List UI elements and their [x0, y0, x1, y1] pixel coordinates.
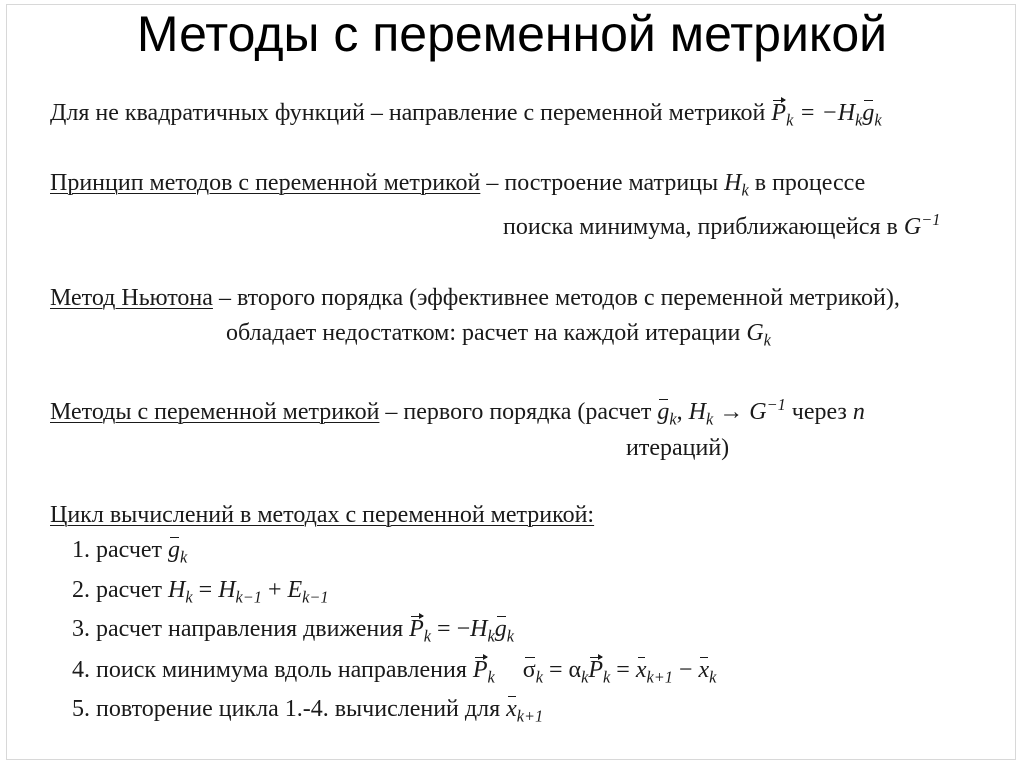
para4-line1: [50, 397, 865, 427]
cycle-heading-line: [50, 500, 594, 530]
para4-line2: [626, 433, 729, 463]
para3-text: – второго порядка (эффективнее методов с переменной метрикой),: [212, 285, 900, 311]
formula-gk: $G_k$: [746, 320, 771, 350]
formula-pk: $P_k$: [472, 657, 495, 687]
cycle-heading: Цикл вычислений в методах с переменной метрикой:: [50, 502, 595, 528]
formula-sigma: $\sigma_k = \alpha_kP_k = x_{k+1} - x_k$: [522, 657, 717, 687]
para2-text: – построение матрицы: [480, 170, 725, 196]
cycle-item-1-text: 1. расчет: [72, 537, 169, 563]
slide-title: Методы с переменной метрикой: [136, 6, 888, 62]
formula-h-update: $H_k = H_{k-1} + E_{k-1}$: [168, 577, 329, 607]
para3-line2: [226, 318, 771, 348]
formula-g-inv: $G^{-1}$: [903, 210, 941, 240]
cycle-item-5: [72, 694, 543, 724]
formula-direction: $P_k = -H_kg_k$: [409, 616, 514, 646]
para2-label: Принцип методов с переменной метрикой: [50, 170, 481, 196]
formula-n: n: [852, 399, 865, 425]
cycle-item-1: [72, 535, 187, 565]
para2-line2: [503, 212, 940, 242]
cycle-item-2-text: 2. расчет: [72, 577, 169, 603]
para4-line2-text: итераций): [626, 435, 730, 461]
cycle-item-4: [72, 655, 716, 685]
para2-line2-text: поиска минимума, приближающейся в: [503, 214, 904, 240]
para3-line1: [50, 283, 900, 313]
para4-label: Методы с переменной метрикой: [50, 399, 380, 425]
para2-text2: в процессе: [748, 170, 866, 196]
para4-text2: через: [785, 399, 853, 425]
para3-line2-text: обладает недостатком: расчет на каждой итерации: [226, 320, 747, 346]
para4-text: – первого порядка (расчет: [379, 399, 658, 425]
cycle-item-4-text: 4. поиск минимума вдоль направления: [72, 657, 473, 683]
para2-line1: [50, 168, 865, 198]
cycle-item-3-text: 3. расчет направления движения: [72, 616, 410, 642]
formula-g-h-ginv: $g_k$, $H_k \to G^{-1}$: [657, 395, 786, 429]
cycle-item-5-text: 5. повторение цикла 1.-4. вычислений для: [72, 696, 507, 722]
para1-line: [50, 98, 882, 128]
formula-h: $H_k$: [724, 170, 749, 200]
cycle-item-2: [72, 575, 329, 605]
formula-xk1: $x_{k+1}$: [506, 696, 544, 726]
para3-label: Метод Ньютона: [50, 285, 213, 311]
formula-gk-vec: $g_k$: [168, 537, 188, 567]
formula-p-def: $P_k = -H_kg_k$: [771, 100, 882, 130]
para1-text: Для не квадратичных функций – направление с переменной метрикой: [50, 100, 766, 126]
cycle-item-3: [72, 614, 514, 644]
